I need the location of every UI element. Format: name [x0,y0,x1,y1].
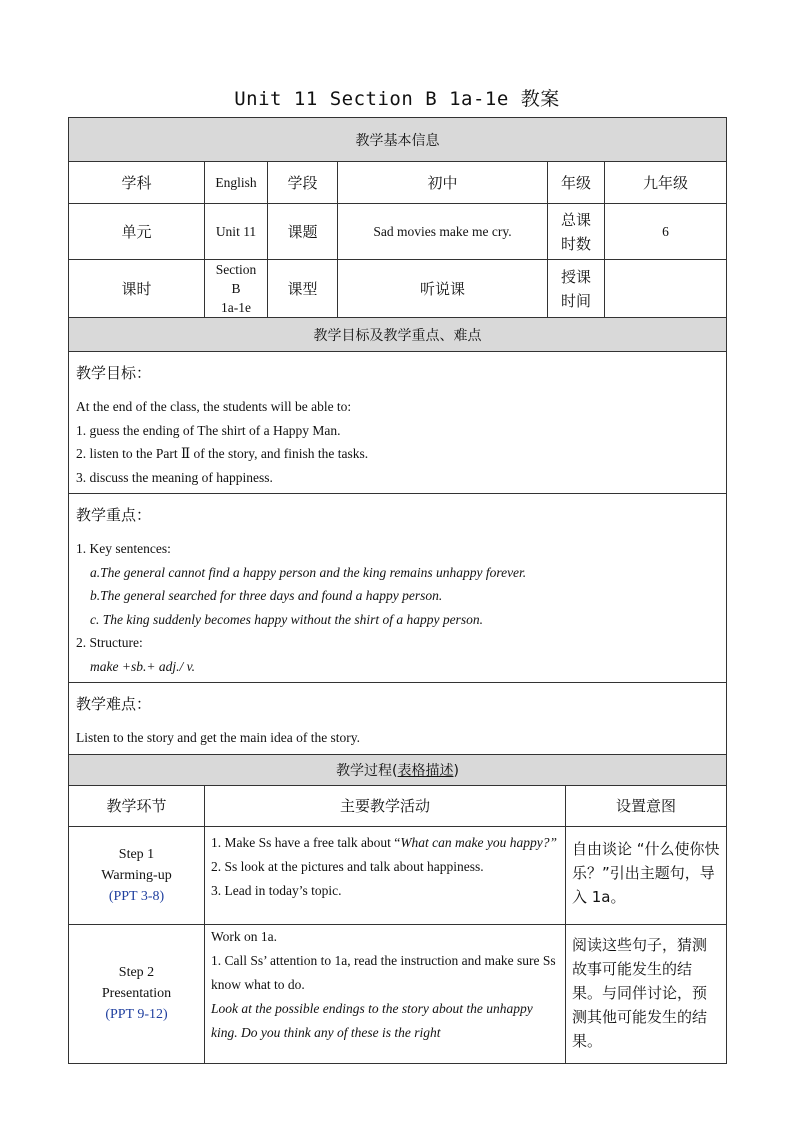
period-value-line1: Section B [215,262,257,296]
activity-cell [205,924,566,1063]
unit-label: 单元 [69,204,205,260]
step-cell [69,826,205,924]
objective-line: 2. listen to the Part Ⅱ of the story, and finish the tasks. [76,446,369,461]
grade-label: 年级 [548,162,605,204]
step-cell [69,924,205,1063]
intent-cell: 阅读这些句子，猜测故事可能发生的结果。与同伴讨论，预测其他可能发生的结果。 [566,924,727,1063]
process-header-text: 教学过程( [336,762,398,779]
total-hours-label-line1: 总课 [560,210,591,229]
lesson-plan-table [68,117,726,1064]
activity-quote: What can make you happy?” [400,834,558,850]
basic-info-header: 教学基本信息 [69,118,727,162]
step-phase: Presentation [101,986,172,1001]
structure-pattern: make +sb.+ adj./ v. [90,658,195,674]
activity-line: Look at the possible endings to the story about the unhappy king. Do you think any of these is the right [211,1000,533,1040]
step-name: Step 2 [118,965,155,980]
objective-line: 3. discuss the meaning of happiness. [76,469,273,485]
teaching-time-label-line1: 授课 [560,267,591,286]
teaching-time-label-line2: 时间 [560,291,591,310]
key-sentence: c. The king suddenly becomes happy without the shirt of a happy person. [90,611,483,627]
activity-text: 1. Make Ss have a free talk about “ [211,834,401,850]
activity-line [211,831,559,855]
key-points-section [69,494,727,683]
grade-value: 九年级 [605,162,727,204]
total-hours-label-line2: 时数 [560,234,591,253]
teaching-time-label [548,260,605,318]
key-sentences-heading: 1. Key sentences: [76,541,171,556]
step-name: Step 1 [118,846,155,862]
difficulty-text: Listen to the story and get the main idea of the story. [76,730,361,745]
table-row [69,826,727,924]
key-points-label: 教学重点： [76,506,152,524]
structure-heading: 2. Structure: [76,635,143,650]
column-header-stage: 教学环节 [69,785,205,826]
key-sentence: b.The general searched for three days and found a happy person. [90,588,443,603]
period-label: 课时 [69,260,205,318]
objective-line: At the end of the class, the students will be able to: [76,399,352,414]
intent-cell: 自由谈论 “什么使你快乐？”引出主题句，导入 1a。 [566,826,727,924]
period-value [205,260,268,318]
difficulty-section [69,683,727,755]
step-ppt-range: (PPT 3-8) [108,888,165,904]
lesson-type-label: 课型 [268,260,338,318]
activity-line: 2. Ss look at the pictures and talk about happiness. [211,858,484,874]
unit-value: Unit 11 [205,204,268,260]
activity-cell [205,826,566,924]
subject-label: 学科 [69,162,205,204]
column-header-intent: 设置意图 [566,785,727,826]
process-header-close: ) [453,762,459,779]
period-value-line2: 1a-1e [221,300,251,315]
step-ppt-range: (PPT 9-12) [105,1007,168,1022]
step-phase: Warming-up [101,867,172,883]
stage-label: 学段 [268,162,338,204]
objective-line: 1. guess the ending of The shirt of a Happy Man. [76,422,341,438]
objectives-label: 教学目标： [76,364,152,382]
stage-value: 初中 [338,162,548,204]
lesson-type-value: 听说课 [338,260,548,318]
difficulty-label: 教学难点： [76,695,152,713]
topic-label: 课题 [268,204,338,260]
goals-header: 教学目标及教学重点、难点 [69,318,727,352]
activity-line: Work on 1a. [211,928,278,944]
total-hours-label [548,204,605,260]
total-hours-value: 6 [605,204,727,260]
topic-value: Sad movies make me cry. [338,204,548,260]
key-sentence: a.The general cannot find a happy person and the king remains unhappy forever. [90,564,527,580]
activity-line: 3. Lead in today’s topic. [211,882,342,898]
column-header-activity: 主要教学活动 [205,785,566,826]
process-header [69,754,727,785]
process-header-underlined: 表格描述 [397,762,454,779]
objectives-section [69,352,727,494]
subject-value: English [205,162,268,204]
table-row [69,924,727,1063]
document-title: Unit 11 Section B 1a-1e 教案 [234,88,560,110]
teaching-time-value [605,260,727,318]
activity-line: 1. Call Ss’ attention to 1a, read the instruction and make sure Ss know what to do. [211,952,556,992]
